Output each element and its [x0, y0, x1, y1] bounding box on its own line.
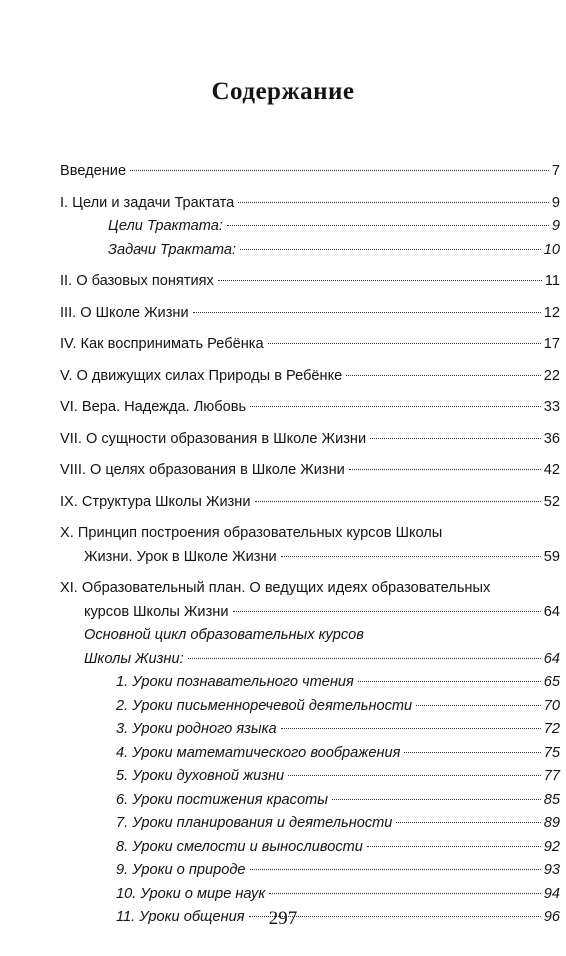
toc-entry-text: IV. Как воспринимать Ребёнка	[60, 336, 264, 352]
toc-entry-text: 4. Уроки математического воображения	[116, 744, 401, 761]
toc-entry-text-line-1: X. Принцип построения образовательных курсов Школы	[60, 525, 443, 541]
toc-entry-text: 11. Уроки общения	[116, 909, 245, 925]
toc-page-number: 22	[543, 367, 560, 384]
page-number: 297	[268, 908, 298, 929]
toc-subentry-lesson-7	[60, 812, 560, 836]
toc-page-number: 9	[551, 218, 560, 234]
toc-entry-chapter-7	[60, 428, 560, 452]
toc-page-number: 36	[543, 430, 560, 447]
leader-dots	[416, 705, 541, 706]
toc-entry-chapter-5	[60, 365, 560, 389]
toc-subentry-lesson-8	[60, 836, 560, 860]
leader-dots	[188, 658, 541, 659]
page-title: Содержание	[211, 78, 355, 105]
toc-entry-text: 1. Уроки познавательного чтения	[116, 674, 354, 690]
toc-subentry-lesson-5	[60, 765, 560, 789]
toc-page-number: 64	[543, 603, 560, 620]
toc-entry-chapter-1	[60, 192, 560, 216]
toc-subentry-lesson-2	[60, 695, 560, 719]
leader-dots	[233, 611, 541, 612]
leader-dots	[255, 501, 541, 502]
toc-entry-text: III. О Школе Жизни	[60, 304, 189, 321]
toc-subentry-lesson-10	[60, 883, 560, 907]
toc-page-number: 33	[543, 399, 560, 415]
toc-page-number: 93	[543, 862, 560, 878]
toc-entry-text: 10. Уроки о мире наук	[116, 885, 266, 902]
toc-entry-text: 8. Уроки смелости и выносливости	[116, 838, 363, 855]
toc-entry-chapter-2	[60, 270, 560, 294]
toc-page-number: 75	[543, 744, 560, 761]
leader-dots	[358, 681, 541, 682]
toc-subentry-lesson-4	[60, 742, 560, 766]
toc-subentry-lesson-9	[60, 859, 560, 883]
toc-subentry-main-cycle	[60, 624, 560, 671]
leader-dots	[404, 752, 540, 753]
leader-dots	[346, 375, 540, 376]
toc-entry-text: 3. Уроки родного языка	[116, 721, 277, 737]
toc-page-number: 12	[543, 304, 560, 321]
toc-page-number: 59	[543, 548, 560, 565]
toc-entry-text: 6. Уроки постижения красоты	[116, 791, 328, 808]
toc-entry-text: VIII. О целях образования в Школе Жизни	[60, 462, 345, 478]
toc-page-number: 10	[543, 241, 560, 258]
toc-entry-text: Задачи Трактата:	[108, 241, 236, 258]
toc-page-number: 77	[543, 768, 560, 784]
leader-dots	[227, 225, 549, 226]
leader-dots	[288, 775, 541, 776]
leader-dots	[193, 312, 541, 313]
toc-entry-text: Цели Трактата:	[108, 218, 223, 234]
toc-entry-text: IX. Структура Школы Жизни	[60, 493, 251, 510]
leader-dots	[268, 343, 541, 344]
toc-page-number: 11	[544, 273, 560, 289]
toc-page-number: 85	[543, 791, 560, 808]
leader-dots	[370, 438, 541, 439]
toc-entry-introduction	[60, 160, 560, 184]
toc-page-number: 72	[543, 721, 560, 737]
toc-entry-text: 7. Уроки планирования и деятельности	[116, 815, 393, 831]
toc-page-number: 94	[543, 885, 560, 902]
leader-dots	[281, 728, 541, 729]
toc-entry-text: 9. Уроки о природе	[116, 862, 246, 878]
toc-entry-text: VI. Вера. Надежда. Любовь	[60, 399, 247, 415]
toc-page-number: 42	[543, 462, 560, 478]
toc-subentry-lesson-1	[60, 671, 560, 695]
toc-entry-chapter-4	[60, 333, 560, 357]
toc-entry-text: Введение	[60, 163, 127, 179]
toc-page-number: 65	[543, 674, 560, 690]
toc-entry-text: Жизни. Урок в Школе Жизни	[84, 548, 277, 565]
toc-entry-chapter-11	[60, 577, 560, 624]
leader-dots	[250, 406, 541, 407]
toc-subentry-lesson-3	[60, 718, 560, 742]
toc-entry-text: Школы Жизни:	[84, 650, 184, 667]
toc-page-number: 92	[543, 838, 560, 855]
leader-dots	[240, 249, 541, 250]
table-of-contents	[60, 160, 560, 930]
toc-entry-chapter-10	[60, 522, 560, 569]
toc-page-number: 89	[543, 815, 560, 831]
leader-dots	[396, 822, 540, 823]
toc-page-number: 17	[543, 336, 560, 352]
toc-entry-text-line-1: Основной цикл образовательных курсов	[84, 627, 364, 643]
toc-entry-chapter-8	[60, 459, 560, 483]
toc-entry-text: 5. Уроки духовной жизни	[116, 768, 285, 784]
toc-entry-text: II. О базовых понятиях	[60, 273, 214, 289]
toc-entry-text-line-1: XI. Образовательный план. О ведущих идеях образовательных	[60, 580, 491, 596]
toc-entry-text: I. Цели и задачи Трактата	[60, 194, 235, 211]
toc-page-number: 52	[543, 493, 560, 510]
leader-dots	[281, 556, 541, 557]
toc-entry-chapter-6	[60, 396, 560, 420]
toc-entry-text: курсов Школы Жизни	[84, 603, 229, 620]
toc-subentry-lesson-6	[60, 789, 560, 813]
toc-page-number: 70	[543, 697, 560, 714]
toc-subentry-tasks	[60, 239, 560, 263]
toc-subentry-goals	[60, 215, 560, 239]
leader-dots	[269, 893, 541, 894]
leader-dots	[250, 869, 541, 870]
toc-entry-chapter-3	[60, 302, 560, 326]
leader-dots	[238, 202, 549, 203]
toc-page-number: 64	[543, 650, 560, 667]
leader-dots	[218, 280, 542, 281]
toc-entry-text: V. О движущих силах Природы в Ребёнке	[60, 367, 343, 384]
leader-dots	[332, 799, 541, 800]
leader-dots	[349, 469, 541, 470]
toc-entry-chapter-9	[60, 491, 560, 515]
toc-entry-text: 2. Уроки письменноречевой деятельности	[116, 697, 413, 714]
toc-page-number: 96	[543, 909, 560, 925]
toc-page-number: 7	[551, 163, 560, 179]
leader-dots	[367, 846, 541, 847]
toc-entry-text: VII. О сущности образования в Школе Жизни	[60, 430, 367, 447]
leader-dots	[130, 170, 549, 171]
toc-page-number: 9	[551, 194, 560, 211]
